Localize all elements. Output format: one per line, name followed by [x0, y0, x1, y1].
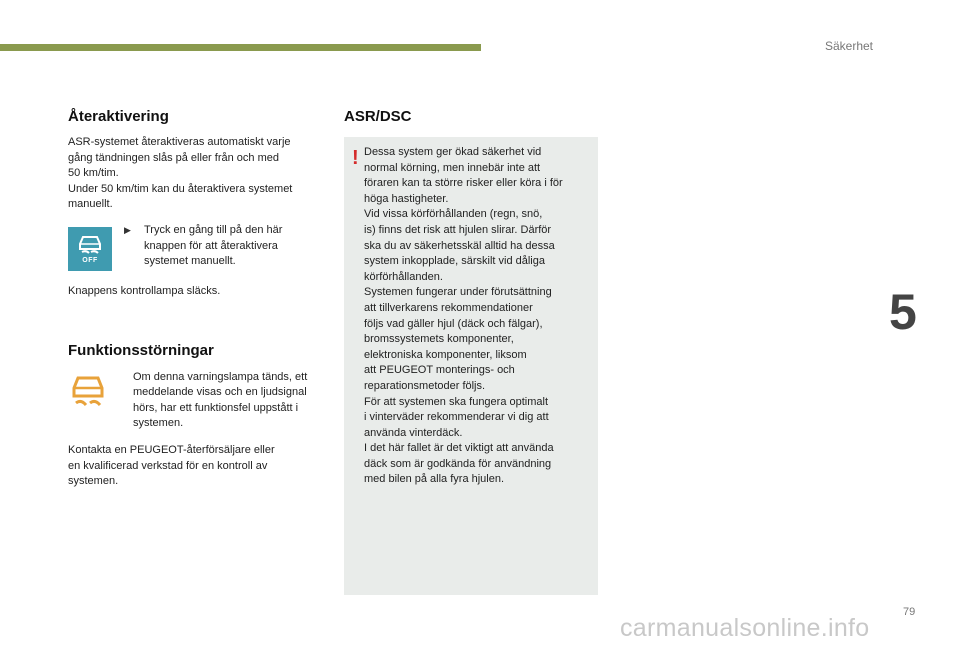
asr-heading: ASR/DSC [344, 108, 412, 125]
warning-text: Om denna varningslampa tänds, ett meddelande visas och en ljudsignal hörs, har ett funktionsfel uppstått i systemen. [133, 370, 308, 430]
off-label: OFF [82, 256, 98, 264]
right-column [344, 106, 598, 595]
reactivation-paragraph: ASR-systemet återaktiveras automatiskt varje gång tändningen slås på eller från och med 50 km/tim. Under 50 km/tim kan du återaktivera systemet manuellt. [68, 136, 293, 211]
bullet-arrow-icon: ▶ [124, 224, 131, 235]
watermark[interactable]: carmanualsonline.info [620, 614, 870, 642]
light-off-text: Knappens kontrollampa släcks. [68, 284, 221, 297]
chapter-number: 5 [889, 284, 917, 340]
left-column [68, 106, 323, 490]
page-number: 79 [903, 606, 916, 618]
asr-info-box [344, 137, 598, 595]
traction-control-off-icon [68, 227, 112, 271]
malfunction-heading: Funktionsstörningar [68, 341, 214, 359]
reactivation-heading: Återaktivering [68, 108, 169, 125]
reactivation-instruction [68, 223, 323, 271]
contact-text: Kontakta en PEUGEOT-återförsäljare eller en kvalificerad verkstad för en kontroll av systemen. [68, 443, 275, 488]
exclamation-icon: ! [352, 147, 359, 169]
section-color-bar [0, 44, 481, 51]
instruction-text: Tryck en gång till på den här knappen för att återaktivera systemet manuellt. [144, 223, 283, 268]
traction-warning-icon [68, 372, 112, 412]
section-name: Säkerhet [824, 39, 873, 53]
warning-row [68, 370, 323, 432]
asr-box-text: Dessa system ger ökad säkerhet vid normal körning, men innebär inte att föraren kan ta större risker eller köra i för höga hastigheter. Vid vissa körförhållanden (regn, snö, is) finns det risk att hjulen slirar. Därför ska du av säkerhetsskäl alltid ha dessa system inkopplade, särskilt vid dåliga körförhållanden. Systemen fungerar under förutsättning att tillverkarens rekommendationer följs vad gäller hjul (däck och fälgar), bromssystemets komponenter, elektroniska komponenter, liksom att PEUGEOT monterings- och reparationsmetoder följs. För att systemen ska fungera optimalt i vinterväder rekommenderar vi dig att använda vinterdäck. I det här fallet är det viktigt att använda däck som är godkända för användning med bilen på alla fyra hjulen. [364, 146, 563, 486]
